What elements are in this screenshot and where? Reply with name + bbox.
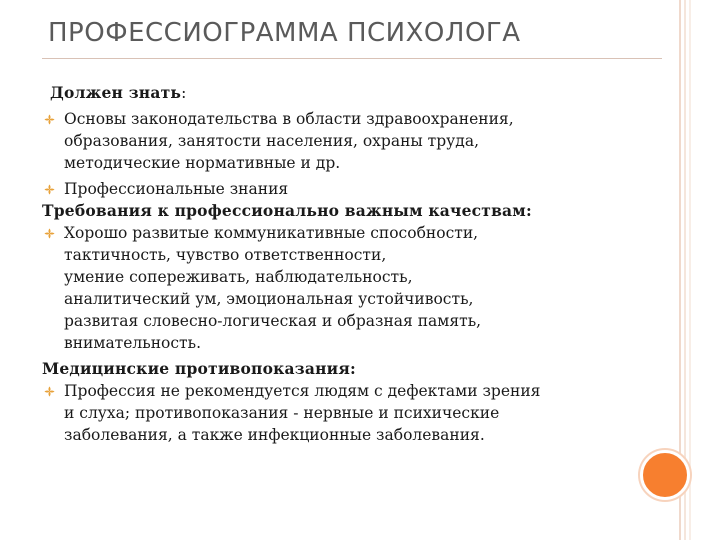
section-heading: Медицинские противопоказания: <box>42 359 356 378</box>
item-line: Профессия не рекомендуется людям с дефектами зрения <box>64 382 541 400</box>
title-divider <box>42 58 662 59</box>
item-line: заболевания, а также инфекционные заболевания. <box>64 426 485 444</box>
item-line: и слуха; противопоказания - нервные и психические <box>64 404 500 422</box>
item-line: Профессиональные знания <box>64 180 289 198</box>
section-heading-text: Должен знать <box>50 83 182 102</box>
item-line: Основы законодательства в области здравоохранения, <box>64 110 514 128</box>
slide-title: ПРОФЕССИОГРАММА ПСИХОЛОГА <box>48 18 521 48</box>
slide-body <box>42 82 632 446</box>
list-item <box>42 108 632 174</box>
heading-colon: : <box>181 84 187 102</box>
fleur-de-lis-bullet-icon <box>44 386 55 397</box>
item-line: внимательность. <box>64 334 202 352</box>
item-line: методические нормативные и др. <box>64 154 341 172</box>
list-item <box>42 222 632 354</box>
item-line: аналитический ум, эмоциональная устойчивость, <box>64 290 474 308</box>
item-line: умение сопереживать, наблюдательность, <box>64 268 413 286</box>
item-line: Хорошо развитые коммуникативные способности, <box>64 224 479 242</box>
section-heading <box>42 82 632 104</box>
fleur-de-lis-bullet-icon <box>44 184 55 195</box>
item-line: тактичность, чувство ответственности, <box>64 246 387 264</box>
list-item <box>42 380 632 446</box>
decor-rail <box>689 0 691 540</box>
fleur-de-lis-bullet-icon <box>44 228 55 239</box>
decor-orange-circle <box>640 450 690 500</box>
item-line: развитая словесно-логическая и образная память, <box>64 312 482 330</box>
list-item <box>42 178 632 200</box>
item-line: образования, занятости населения, охраны труда, <box>64 132 479 150</box>
section-heading: Требования к профессионально важным качествам: <box>42 201 532 220</box>
fleur-de-lis-bullet-icon <box>44 114 55 125</box>
